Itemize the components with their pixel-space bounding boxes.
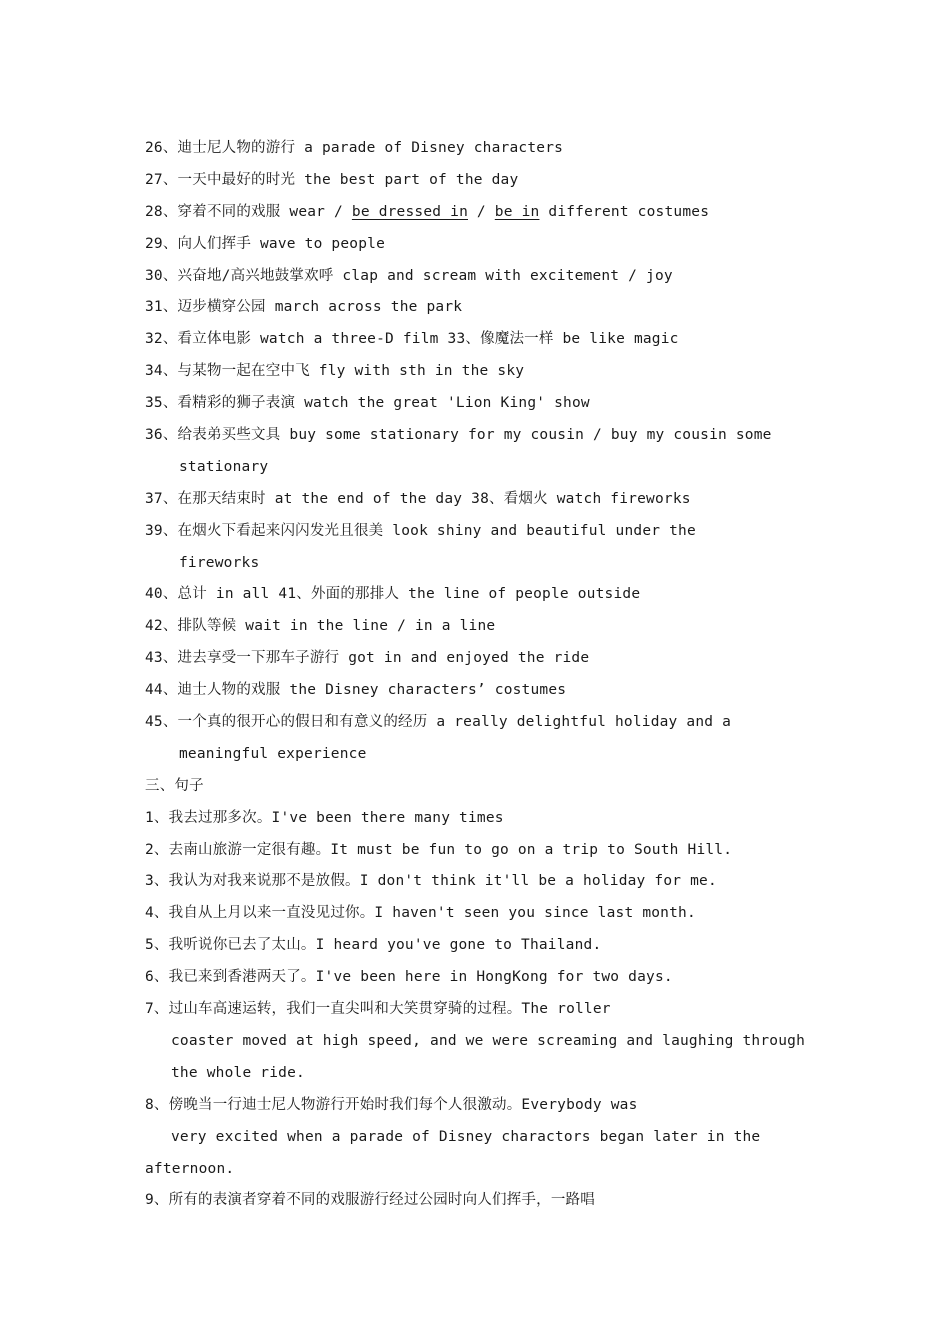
sentence-line: the whole ride. — [171, 1064, 305, 1081]
sentence-line: 3、我认为对我来说那不是放假。I don't think it'll be a holiday for me. — [145, 873, 717, 890]
sentence-line: afternoon. — [145, 1160, 235, 1177]
phrase-line: 37、在那天结束时 at the end of the day 38、看烟火 watch fireworks — [145, 490, 691, 507]
document-content — [145, 136, 806, 1220]
phrase-line: 39、在烟火下看起来闪闪发光且很美 look shiny and beautiful under the — [145, 522, 696, 539]
sentence-line: coaster moved at high speed, and we were screaming and laughing through — [171, 1032, 806, 1049]
phrase-line: 35、看精彩的狮子表演 watch the great 'Lion King' show — [145, 395, 590, 412]
phrase-line: stationary — [179, 458, 269, 475]
phrase-line: 40、总计 in all 41、外面的那排人 the line of people outside — [145, 586, 641, 603]
text-segment: 28、穿着不同的戏服 wear / — [145, 203, 352, 220]
sentence-line: 9、所有的表演者穿着不同的戏服游行经过公园时向人们挥手，一路唱 — [145, 1192, 595, 1209]
phrase-line: 32、看立体电影 watch a three-D film 33、像魔法一样 be like magic — [145, 331, 679, 348]
sentence-line: 2、去南山旅游一定很有趣。It must be fun to go on a trip to South Hill. — [145, 841, 733, 858]
phrase-line: 34、与某物一起在空中飞 fly with sth in the sky — [145, 363, 525, 380]
phrase-line — [145, 200, 785, 232]
text-segment: / — [468, 203, 495, 220]
phrase-line: 26、迪士尼人物的游行 a parade of Disney characters — [145, 140, 564, 156]
phrase-line: 42、排队等候 wait in the line / in a line — [145, 618, 496, 635]
sentence-line: 8、傍晚当一行迪士尼人物游行开始时我们每个人很激动。Everybody was — [145, 1096, 638, 1113]
phrase-line: 31、迈步横穿公园 march across the park — [145, 299, 463, 316]
sentence-line: 4、我自从上月以来一直没见过你。I haven't seen you since last month. — [145, 905, 696, 922]
text-segment: be dressed in — [351, 203, 468, 220]
phrase-line: 29、向人们挥手 wave to people — [145, 235, 386, 252]
phrase-line: 44、迪士人物的戏服 the Disney characters’ costumes — [145, 682, 567, 699]
sentence-line: 1、我去过那多次。I've been there many times — [145, 809, 504, 826]
phrase-line: fireworks — [179, 554, 260, 571]
phrase-line: 43、进去享受一下那车子游行 got in and enjoyed the ride — [145, 650, 590, 667]
phrase-line: 36、给表弟买些文具 buy some stationary for my cousin / buy my cousin some — [145, 427, 772, 444]
sentence-line: 7、过山车高速运转，我们一直尖叫和大笑贯穿骑的过程。The roller — [145, 1001, 611, 1018]
phrase-line: 45、一个真的很开心的假日和有意义的经历 a really delightful holiday and a — [145, 714, 732, 731]
text-segment: different costumes — [539, 203, 710, 220]
phrase-line: meaningful experience — [179, 745, 367, 762]
phrase-line: 27、一天中最好的时光 the best part of the day — [145, 171, 519, 188]
phrase-line: 30、兴奋地/高兴地鼓掌欢呼 clap and scream with excitement / joy — [145, 267, 673, 284]
sentence-line: 5、我听说你已去了太山。I heard you've gone to Thailand. — [145, 937, 602, 954]
text-segment: be in — [494, 203, 540, 220]
sentence-line: 6、我已来到香港两天了。I've been here in HongKong for two days. — [145, 969, 673, 986]
sentence-line: very excited when a parade of Disney charactors began later in the — [171, 1128, 761, 1145]
section-heading: 三、句子 — [145, 777, 204, 794]
